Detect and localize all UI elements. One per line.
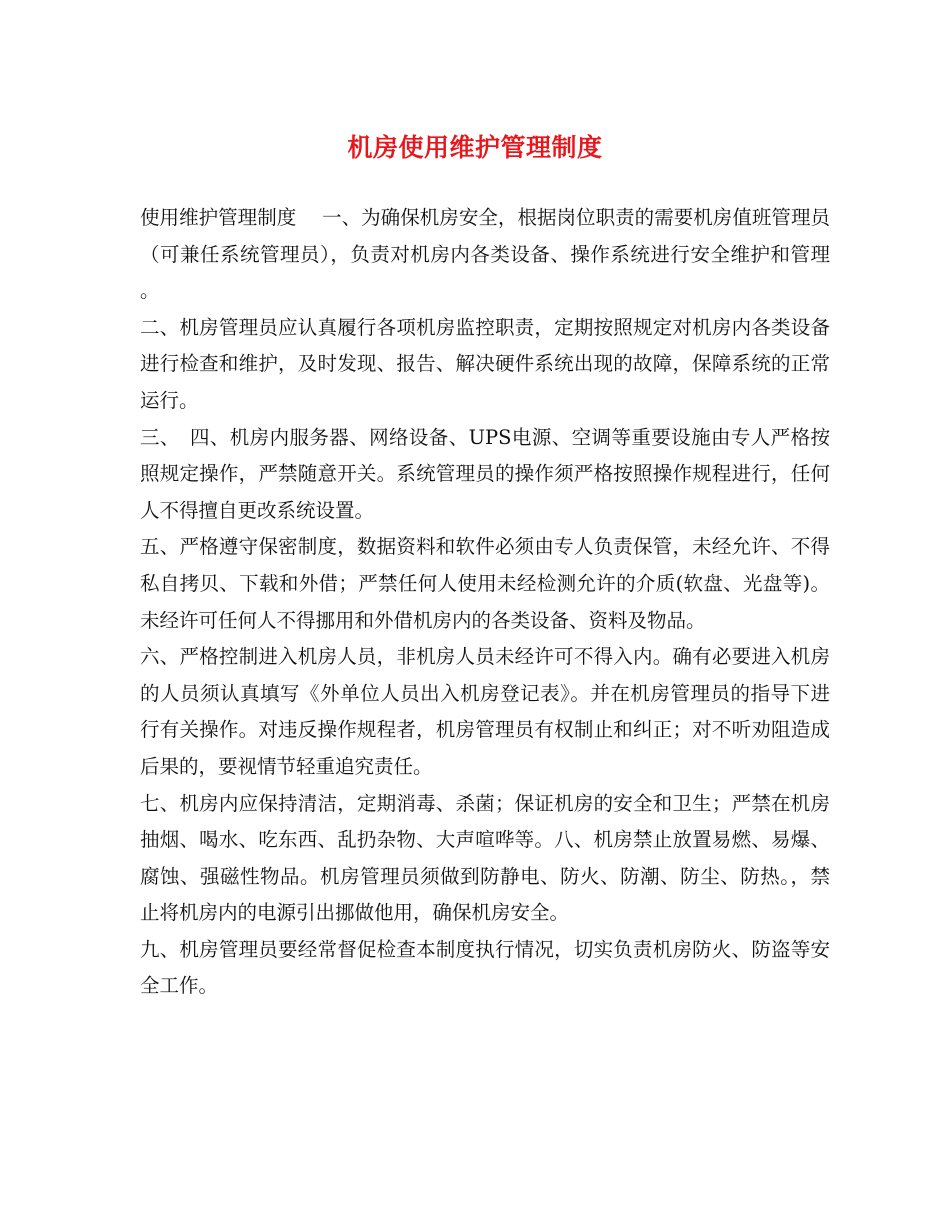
paragraph-4: 五、严格遵守保密制度，数据资料和软件必须由专人负责保管，未经允许、不得私自拷贝、下载和外借；严禁任何人使用未经检测允许的介质(软盘、光盘等)。未经许可任何人不得挪用和外借机房内的各类设备、资料及物品。 bbox=[140, 535, 830, 632]
document-title: 机房使用维护管理制度 bbox=[347, 133, 603, 162]
paragraph-6: 七、机房内应保持清洁，定期消毒、杀菌；保证机房的安全和卫生；严禁在机房抽烟、喝水、吃东西、乱扔杂物、大声喧哗等。八、机房禁止放置易燃、易爆、腐蚀、强磁性物品。机房管理员须做到防静电、防火、防潮、防尘、防热。，禁止将机房内的电源引出挪做他用，确保机房安全。 bbox=[140, 791, 830, 925]
paragraph-5: 六、严格控制进入机房人员，非机房人员未经许可不得入内。确有必要进入机房的人员须认真填写《外单位人员出入机房登记表》。并在机房管理员的指导下进行有关操作。对违反操作规程者，机房管理员有权制止和纠正；对不听劝阻造成后果的，要视情节轻重追究责任。 bbox=[140, 645, 830, 778]
document-body bbox=[140, 200, 830, 1005]
paragraph-7: 九、机房管理员要经常督促检查本制度执行情况，切实负责机房防火、防盗等安全工作。 bbox=[140, 937, 830, 998]
paragraph-2: 二、机房管理员应认真履行各项机房监控职责，定期按照规定对机房内各类设备进行检查和维护，及时发现、报告、解决硬件系统出现的故障，保障系统的正常运行。 bbox=[140, 315, 830, 412]
paragraph-3: 三、 四、机房内服务器、网络设备、UPS电源、空调等重要设施由专人严格按照规定操作，严禁随意开关。系统管理员的操作须严格按照操作规程进行，任何人不得擅自更改系统设置。 bbox=[140, 425, 830, 522]
paragraph-1: 使用维护管理制度 一、为确保机房安全，根据岗位职责的需要机房值班管理员（可兼任系统管理员），负责对机房内各类设备、操作系统进行安全维护和管理。 bbox=[140, 206, 830, 303]
